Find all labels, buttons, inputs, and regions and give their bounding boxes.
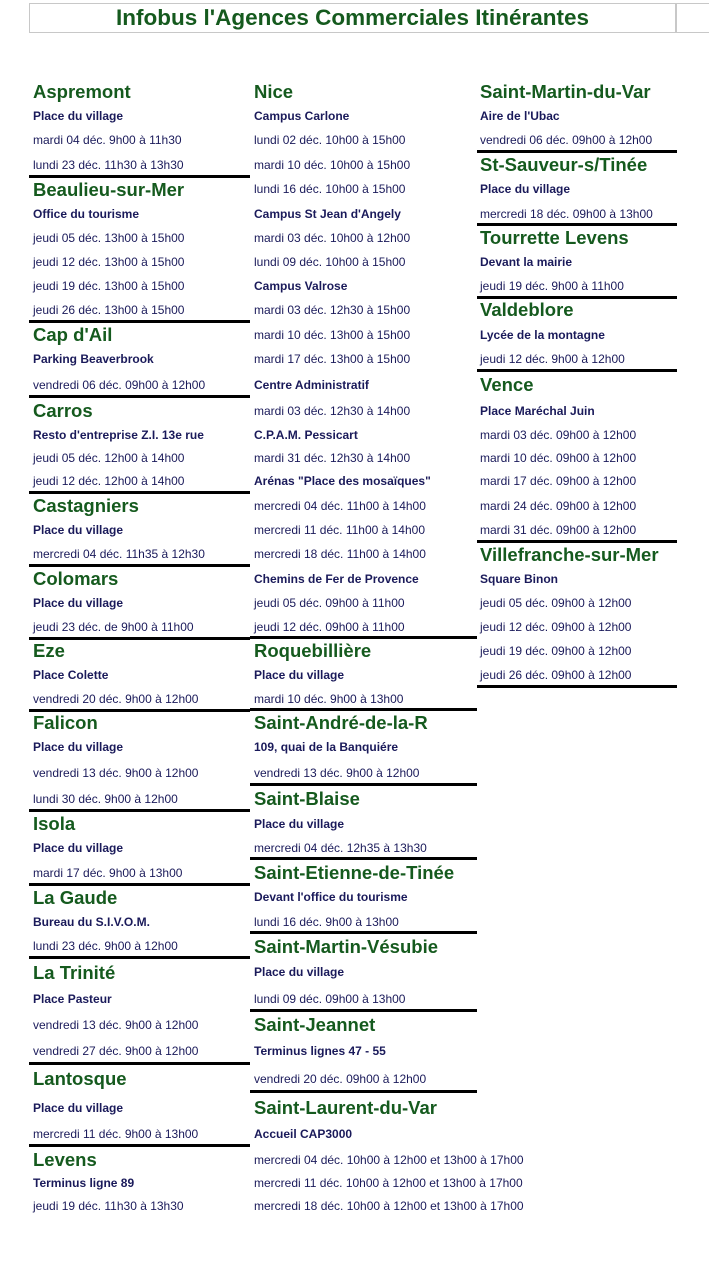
schedule-time: jeudi 19 déc. 9h00 à 11h00 — [480, 279, 624, 293]
town-name: Saint-Martin-du-Var — [480, 81, 651, 102]
location-name: Office du tourisme — [33, 207, 140, 221]
schedule-time: mercredi 18 déc. 09h00 à 13h00 — [480, 207, 653, 221]
town-name: Vence — [480, 374, 534, 395]
location-name: Campus Carlone — [254, 109, 350, 123]
schedule-time: mardi 17 déc. 09h00 à 12h00 — [480, 474, 637, 488]
schedule-time: vendredi 20 déc. 9h00 à 12h00 — [33, 692, 199, 706]
section-divider — [29, 1144, 250, 1147]
schedule-time: mercredi 18 déc. 10h00 à 12h00 et 13h00 à 17h00 — [254, 1199, 524, 1213]
schedule-time: mercredi 11 déc. 9h00 à 13h00 — [33, 1127, 199, 1141]
schedule-time: lundi 16 déc. 10h00 à 15h00 — [254, 182, 406, 196]
location-name: Place Colette — [33, 668, 109, 682]
schedule-time: vendredi 06 déc. 09h00 à 12h00 — [480, 133, 653, 147]
town-name: Tourrette Levens — [480, 227, 629, 248]
town-name: Roquebillière — [254, 640, 372, 661]
schedule-time: mercredi 04 déc. 11h35 à 12h30 — [33, 547, 205, 561]
schedule-time: mercredi 18 déc. 11h00 à 14h00 — [254, 547, 426, 561]
schedule-time: lundi 16 déc. 9h00 à 13h00 — [254, 915, 399, 929]
schedule-time: mercredi 04 déc. 11h00 à 14h00 — [254, 499, 426, 513]
schedule-time: mardi 03 déc. 09h00 à 12h00 — [480, 428, 637, 442]
schedule-time: jeudi 12 déc. 12h00 à 14h00 — [33, 474, 185, 488]
town-name: Falicon — [33, 712, 98, 733]
schedule-time: jeudi 19 déc. 09h00 à 12h00 — [480, 644, 632, 658]
section-divider — [250, 1009, 477, 1012]
schedule-time: vendredi 13 déc. 9h00 à 12h00 — [33, 1018, 199, 1032]
schedule-time: lundi 09 déc. 10h00 à 15h00 — [254, 255, 406, 269]
town-name: Carros — [33, 400, 93, 421]
section-divider — [250, 931, 477, 934]
location-name: Place du village — [33, 596, 124, 610]
section-divider — [29, 1062, 250, 1065]
schedule-time: jeudi 19 déc. 13h00 à 15h00 — [33, 279, 185, 293]
section-divider — [250, 857, 477, 860]
section-divider — [250, 1090, 477, 1093]
town-name: Saint-Blaise — [254, 788, 360, 809]
title-bar-edge — [676, 3, 709, 33]
schedule-time: vendredi 20 déc. 09h00 à 12h00 — [254, 1072, 427, 1086]
location-name: Terminus ligne 89 — [33, 1176, 135, 1190]
schedule-time: lundi 02 déc. 10h00 à 15h00 — [254, 133, 406, 147]
location-name: Place du village — [33, 841, 124, 855]
town-name: Saint-Martin-Vésubie — [254, 936, 438, 957]
schedule-time: jeudi 12 déc. 9h00 à 12h00 — [480, 352, 625, 366]
schedule-time: mardi 24 déc. 09h00 à 12h00 — [480, 499, 637, 513]
town-name: Isola — [33, 813, 76, 834]
schedule-time: vendredi 06 déc. 09h00 à 12h00 — [33, 378, 206, 392]
location-name: Place du village — [254, 817, 345, 831]
town-name: Saint-Etienne-de-Tinée — [254, 862, 455, 883]
schedule-time: mardi 31 déc. 12h30 à 14h00 — [254, 451, 411, 465]
location-name: Campus St Jean d'Angely — [254, 207, 401, 221]
schedule-time: jeudi 05 déc. 09h00 à 11h00 — [254, 596, 405, 610]
location-name: Bureau du S.I.V.O.M. — [33, 915, 150, 929]
town-name: Lantosque — [33, 1068, 127, 1089]
schedule-time: lundi 23 déc. 11h30 à 13h30 — [33, 158, 184, 172]
location-name: Place du village — [33, 740, 124, 754]
schedule-time: lundi 09 déc. 09h00 à 13h00 — [254, 992, 406, 1006]
location-name: Centre Administratif — [254, 378, 369, 392]
location-name: Aire de l'Ubac — [480, 109, 560, 123]
schedule-column-left — [29, 0, 250, 1264]
location-name: Campus Valrose — [254, 279, 348, 293]
schedule-time: jeudi 26 déc. 09h00 à 12h00 — [480, 668, 632, 682]
town-name: Castagniers — [33, 495, 139, 516]
location-name: Chemins de Fer de Provence — [254, 572, 419, 586]
location-name: Devant la mairie — [480, 255, 573, 269]
section-divider — [250, 783, 477, 786]
town-name: Saint-Jeannet — [254, 1014, 376, 1035]
location-name: Place du village — [254, 965, 345, 979]
page-title: Infobus l'Agences Commerciales Itinérantes — [116, 5, 589, 30]
town-name: Villefranche-sur-Mer — [480, 544, 659, 565]
location-name: Place Maréchal Juin — [480, 404, 595, 418]
schedule-time: mardi 04 déc. 9h00 à 11h30 — [33, 133, 182, 147]
town-name: St-Sauveur-s/Tinée — [480, 154, 648, 175]
schedule-time: jeudi 23 déc. de 9h00 à 11h00 — [33, 620, 194, 634]
location-name: Place du village — [33, 523, 124, 537]
town-name: La Gaude — [33, 887, 118, 908]
schedule-time: mardi 10 déc. 9h00 à 13h00 — [254, 692, 404, 706]
schedule-time: mardi 10 déc. 13h00 à 15h00 — [254, 328, 411, 342]
schedule-time: jeudi 05 déc. 13h00 à 15h00 — [33, 231, 185, 245]
schedule-time: lundi 30 déc. 9h00 à 12h00 — [33, 792, 178, 806]
schedule-time: mardi 03 déc. 10h00 à 12h00 — [254, 231, 411, 245]
schedule-time: mercredi 11 déc. 10h00 à 12h00 et 13h00 à 17h00 — [254, 1176, 523, 1190]
schedule-time: mardi 10 déc. 09h00 à 12h00 — [480, 451, 637, 465]
location-name: Square Binon — [480, 572, 559, 586]
town-name: Saint-Laurent-du-Var — [254, 1097, 437, 1118]
schedule-column-right — [477, 0, 677, 1264]
town-name: Nice — [254, 81, 294, 102]
schedule-time: jeudi 12 déc. 09h00 à 12h00 — [480, 620, 632, 634]
section-divider — [477, 685, 677, 688]
town-name: Beaulieu-sur-Mer — [33, 179, 185, 200]
schedule-time: mardi 17 déc. 9h00 à 13h00 — [33, 866, 183, 880]
schedule-time: jeudi 12 déc. 09h00 à 11h00 — [254, 620, 405, 634]
section-divider — [29, 956, 250, 959]
location-name: Accueil CAP3000 — [254, 1127, 353, 1141]
schedule-time: mercredi 04 déc. 12h35 à 13h30 — [254, 841, 427, 855]
town-name: Aspremont — [33, 81, 131, 102]
town-name: La Trinité — [33, 962, 116, 983]
schedule-time: mardi 17 déc. 13h00 à 15h00 — [254, 352, 411, 366]
schedule-time: jeudi 26 déc. 13h00 à 15h00 — [33, 303, 185, 317]
location-name: Parking Beaverbrook — [33, 352, 154, 366]
location-name: Place Pasteur — [33, 992, 112, 1006]
location-name: Place du village — [480, 182, 571, 196]
location-name: Place du village — [33, 109, 124, 123]
town-name: Cap d'Ail — [33, 324, 113, 345]
schedule-time: mardi 03 déc. 12h30 à 14h00 — [254, 404, 411, 418]
location-name: C.P.A.M. Pessicart — [254, 428, 358, 442]
schedule-time: mercredi 04 déc. 10h00 à 12h00 et 13h00 à 17h00 — [254, 1153, 524, 1167]
town-name: Valdeblore — [480, 299, 574, 320]
schedule-time: mardi 31 déc. 09h00 à 12h00 — [480, 523, 637, 537]
section-divider — [477, 369, 677, 372]
schedule-time: jeudi 12 déc. 13h00 à 15h00 — [33, 255, 185, 269]
schedule-time: mardi 03 déc. 12h30 à 15h00 — [254, 303, 411, 317]
location-name: 109, quai de la Banquiére — [254, 740, 399, 754]
location-name: Terminus lignes 47 - 55 — [254, 1044, 386, 1058]
schedule-time: lundi 23 déc. 9h00 à 12h00 — [33, 939, 178, 953]
schedule-time: mercredi 11 déc. 11h00 à 14h00 — [254, 523, 426, 537]
location-name: Place du village — [254, 668, 345, 682]
schedule-time: jeudi 05 déc. 12h00 à 14h00 — [33, 451, 185, 465]
schedule-time: vendredi 13 déc. 9h00 à 12h00 — [33, 766, 199, 780]
location-name: Lycée de la montagne — [480, 328, 605, 342]
location-name: Arénas "Place des mosaïques" — [254, 474, 431, 488]
schedule-time: jeudi 05 déc. 09h00 à 12h00 — [480, 596, 632, 610]
town-name: Levens — [33, 1149, 97, 1170]
schedule-time: vendredi 13 déc. 9h00 à 12h00 — [254, 766, 420, 780]
location-name: Devant l'office du tourisme — [254, 890, 408, 904]
town-name: Colomars — [33, 568, 119, 589]
section-divider — [29, 395, 250, 398]
location-name: Place du village — [33, 1101, 124, 1115]
location-name: Resto d'entreprise Z.I. 13e rue — [33, 428, 204, 442]
town-name: Saint-André-de-la-R — [254, 712, 428, 733]
schedule-time: jeudi 19 déc. 11h30 à 13h30 — [33, 1199, 184, 1213]
town-name: Eze — [33, 640, 65, 661]
schedule-time: mardi 10 déc. 10h00 à 15h00 — [254, 158, 411, 172]
schedule-time: vendredi 27 déc. 9h00 à 12h00 — [33, 1044, 199, 1058]
